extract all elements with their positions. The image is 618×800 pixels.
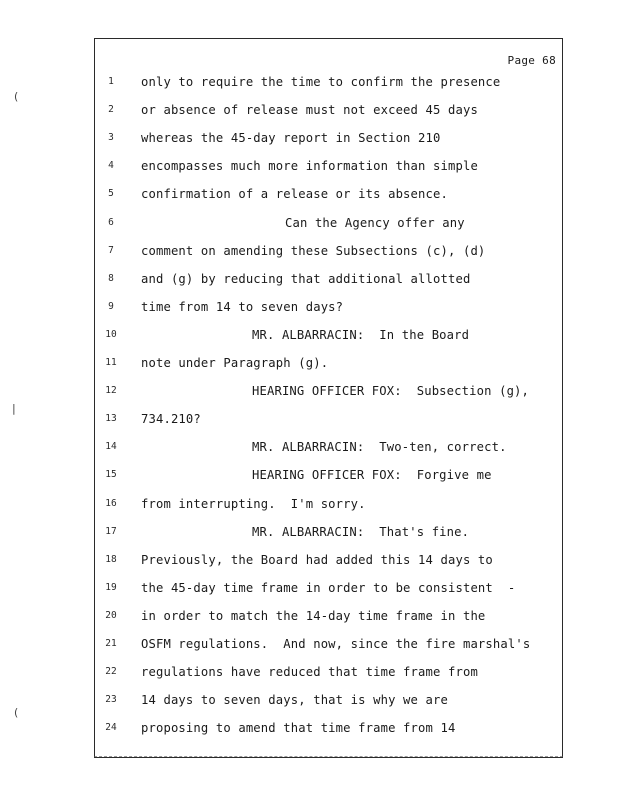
transcript-line bbox=[0, 465, 618, 485]
line-text: MR. ALBARRACIN: Two-ten, correct. bbox=[252, 440, 507, 455]
transcript-line bbox=[0, 297, 618, 317]
line-number: 24 bbox=[105, 722, 117, 734]
line-text: time from 14 to seven days? bbox=[141, 299, 344, 314]
line-number: 9 bbox=[108, 300, 114, 312]
line-number: 1 bbox=[108, 76, 114, 87]
line-number: 3 bbox=[108, 132, 114, 144]
line-number: 23 bbox=[105, 694, 117, 706]
line-text: the 45-day time frame in order to be consistent - bbox=[141, 580, 516, 595]
transcript-line bbox=[0, 325, 618, 345]
line-text: OSFM regulations. And now, since the fire marshal's bbox=[141, 637, 531, 651]
line-number: 12 bbox=[105, 385, 117, 397]
line-number: 7 bbox=[108, 244, 114, 256]
line-text: 14 days to seven days, that is why we are bbox=[141, 693, 448, 708]
line-text: or absence of release must not exceed 45 days bbox=[141, 103, 478, 118]
line-text: encompasses much more information than simple bbox=[141, 159, 478, 174]
line-text: comment on amending these Subsections (c), (d) bbox=[141, 243, 486, 258]
line-number: 5 bbox=[108, 188, 114, 200]
line-number: 13 bbox=[105, 413, 117, 425]
line-text: HEARING OFFICER FOX: Subsection (g), bbox=[252, 384, 530, 399]
transcript-line bbox=[0, 409, 618, 429]
transcript-line bbox=[0, 662, 618, 682]
line-number: 22 bbox=[105, 666, 117, 678]
transcript-line bbox=[0, 381, 618, 401]
transcript-line bbox=[0, 128, 618, 148]
line-text: Can the Agency offer any bbox=[285, 215, 465, 230]
line-number: 17 bbox=[105, 525, 117, 537]
line-number: 15 bbox=[105, 469, 117, 481]
transcript-line bbox=[0, 522, 618, 542]
line-number: 8 bbox=[108, 272, 114, 284]
margin-tick-mark: | bbox=[12, 402, 16, 415]
transcript-line bbox=[0, 578, 618, 598]
line-number: 10 bbox=[105, 328, 117, 340]
line-text: only to require the time to confirm the presence bbox=[141, 75, 501, 89]
line-number: 19 bbox=[105, 581, 117, 593]
transcript-line bbox=[0, 353, 618, 373]
transcript-line bbox=[0, 184, 618, 204]
transcript-line bbox=[0, 550, 618, 570]
page-number: Page 68 bbox=[507, 54, 556, 67]
transcript-line bbox=[0, 100, 618, 120]
margin-bracket-mark: ( bbox=[14, 706, 19, 719]
transcript-line bbox=[0, 690, 618, 710]
transcript-line bbox=[0, 494, 618, 514]
transcript-line bbox=[0, 241, 618, 261]
line-number: 6 bbox=[108, 216, 114, 228]
line-text: Previously, the Board had added this 14 days to bbox=[141, 552, 493, 567]
line-text: and (g) by reducing that additional allotted bbox=[141, 271, 471, 286]
line-text: MR. ALBARRACIN: In the Board bbox=[252, 327, 470, 342]
line-number: 21 bbox=[105, 638, 117, 649]
margin-bracket-mark: ( bbox=[14, 90, 19, 103]
transcript-line bbox=[0, 156, 618, 176]
transcript-line bbox=[0, 606, 618, 626]
line-number: 18 bbox=[105, 553, 117, 565]
line-number: 14 bbox=[105, 441, 117, 453]
transcript-line bbox=[0, 634, 618, 654]
transcript-line bbox=[0, 213, 618, 233]
line-number: 4 bbox=[108, 160, 114, 172]
line-text: regulations have reduced that time frame from bbox=[141, 665, 478, 680]
line-text: in order to match the 14-day time frame in the bbox=[141, 608, 486, 623]
line-text: HEARING OFFICER FOX: Forgive me bbox=[252, 468, 492, 483]
transcript-line bbox=[0, 437, 618, 457]
line-number: 2 bbox=[108, 104, 114, 116]
transcript-line bbox=[0, 718, 618, 738]
transcript-line bbox=[0, 72, 618, 92]
line-text: from interrupting. I'm sorry. bbox=[141, 496, 366, 511]
line-text: MR. ALBARRACIN: That's fine. bbox=[252, 524, 470, 539]
scan-noise-divider bbox=[94, 756, 563, 761]
line-number: 20 bbox=[105, 609, 117, 621]
line-text: note under Paragraph (g). bbox=[141, 356, 329, 370]
line-text: proposing to amend that time frame from 14 bbox=[141, 721, 456, 736]
line-number: 11 bbox=[105, 357, 117, 368]
line-text: whereas the 45-day report in Section 210 bbox=[141, 131, 441, 146]
line-text: confirmation of a release or its absence. bbox=[141, 187, 448, 202]
line-number: 16 bbox=[105, 497, 117, 509]
transcript-line bbox=[0, 269, 618, 289]
line-text: 734.210? bbox=[141, 412, 201, 427]
